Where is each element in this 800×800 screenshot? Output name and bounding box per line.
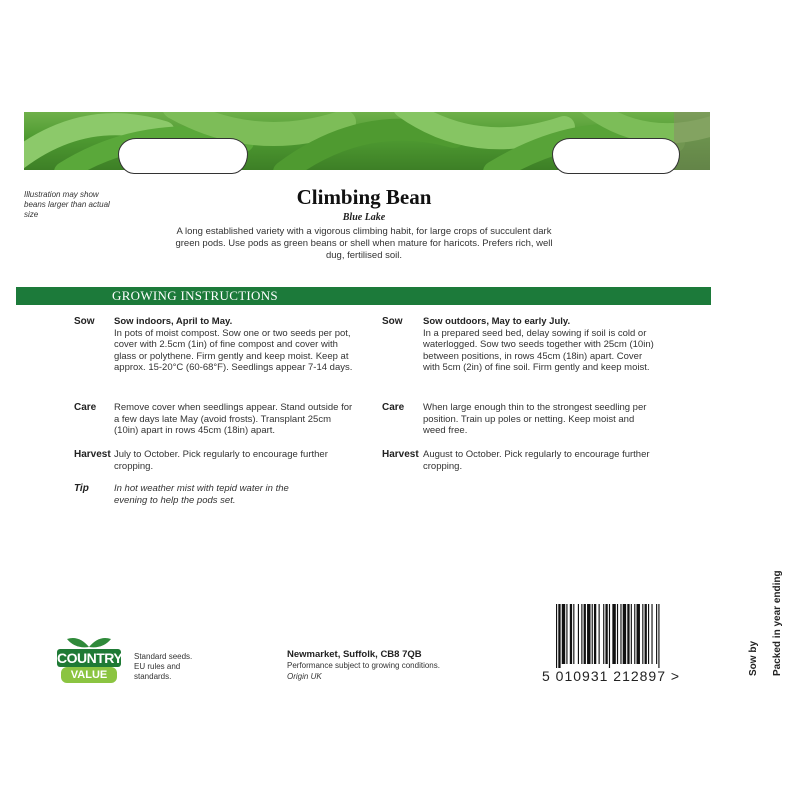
- illustration-note: Illustration may show beans larger than actual size: [24, 190, 110, 219]
- product-title: Climbing Bean: [296, 185, 432, 209]
- performance-note: Performance subject to growing conditions.: [287, 661, 440, 670]
- barcode-bar: [620, 604, 621, 664]
- barcode-bar: [656, 604, 657, 664]
- harvest-label: Harvest: [74, 449, 111, 460]
- barcode-bar: [603, 604, 604, 664]
- address: Newmarket, Suffolk, CB8 7QB: [287, 649, 422, 660]
- barcode-bar: [581, 604, 582, 664]
- care-indoors-text: Remove cover when seedlings appear. Stand outside for a few days late May (avoid frosts). Transplant 25cm (10in) apart in rows 45cm (18in) apart.: [114, 402, 353, 436]
- barcode-bar: [645, 604, 647, 664]
- barcode-bar: [566, 604, 567, 664]
- barcode: [556, 604, 702, 668]
- sow-indoors-body: In pots of moist compost. Sow one or two seeds per pot, cover with 2.5cm (1in) of fine compost and cover with glass or polythene. Firm gently and keep moist. Keep at approx. 15-20°C (60-68°F). Seedlings appear 7-14 days.: [114, 327, 353, 373]
- sow-indoors-text: [114, 316, 354, 374]
- sow-by-label: Sow by: [748, 640, 759, 676]
- harvest-outdoors-text: August to October. Pick regularly to encourage further cropping.: [423, 449, 650, 472]
- barcode-bar: [605, 604, 607, 664]
- barcode-bar: [609, 604, 610, 668]
- tip-text: In hot weather mist with tepid water in the evening to help the pods set.: [114, 483, 289, 506]
- harvest-indoors-text: July to October. Pick regularly to encourage further cropping.: [114, 449, 328, 472]
- barcode-bar: [637, 604, 640, 664]
- sow-label: Sow: [382, 316, 403, 327]
- barcode-bar: [648, 604, 649, 664]
- variety-name: Blue Lake: [342, 212, 386, 223]
- barcode-number: 5 010931 212897 >: [542, 668, 681, 684]
- barcode-bar: [594, 604, 596, 664]
- barcode-bar: [562, 604, 565, 664]
- barcode-bar: [642, 604, 643, 664]
- barcode-bar: [570, 604, 572, 664]
- care-outdoors-text: When large enough thin to the strongest seedling per position. Train up poles or netting. Keep moist and weed free.: [423, 402, 647, 436]
- barcode-bar: [556, 604, 557, 668]
- section-heading: GROWING INSTRUCTIONS: [112, 288, 278, 303]
- sow-outdoors-text: [423, 316, 659, 374]
- barcode-bar: [573, 604, 574, 664]
- section-heading-bar: [16, 287, 711, 305]
- barcode-bar: [599, 604, 600, 664]
- tip-label: Tip: [74, 483, 89, 494]
- origin: Origin UK: [287, 672, 322, 681]
- sow-outdoors-heading: Sow outdoors, May to early July.: [423, 316, 571, 327]
- country-value-logo: [57, 633, 121, 685]
- barcode-bar: [612, 604, 615, 664]
- barcode-bar: [623, 604, 626, 664]
- standard-seeds-note: Standard seeds. EU rules and standards.: [134, 652, 193, 681]
- hang-hole-left: [118, 138, 248, 174]
- sow-indoors-heading: Sow indoors, April to May.: [114, 316, 233, 327]
- barcode-bar: [658, 604, 659, 668]
- barcode-bar: [631, 604, 632, 664]
- harvest-label: Harvest: [382, 449, 419, 460]
- barcode-bar: [584, 604, 586, 664]
- barcode-bar: [617, 604, 618, 664]
- barcode-bar: [634, 604, 635, 664]
- sow-label: Sow: [74, 316, 95, 327]
- barcode-bar: [592, 604, 593, 664]
- product-description: A long established variety with a vigorous climbing habit, for large crops of succulent dark green pods. Use pods as green beans or shell when mature for haricots. Prefers rich, well dug, fertilised soil.: [175, 226, 553, 261]
- care-label: Care: [382, 402, 405, 413]
- logo-value-text: VALUE: [70, 669, 108, 681]
- hang-hole-right: [552, 138, 680, 174]
- logo-country-text: COUNTRY: [57, 650, 123, 666]
- barcode-bar: [627, 604, 629, 664]
- barcode-bar: [587, 604, 590, 664]
- barcode-bar: [558, 604, 560, 668]
- barcode-bar: [651, 604, 652, 664]
- barcode-bar: [578, 604, 579, 664]
- sow-outdoors-body: In a prepared seed bed, delay sowing if soil is cold or waterlogged. Sow two seeds together with 25cm (10in) between positions, in rows 45cm (18in) apart. Cover with 5cm (2in) of fine soil. Firm gently and keep moist.: [423, 327, 654, 373]
- packed-in-label: Packed in year ending: [772, 570, 783, 676]
- care-label: Care: [74, 402, 97, 413]
